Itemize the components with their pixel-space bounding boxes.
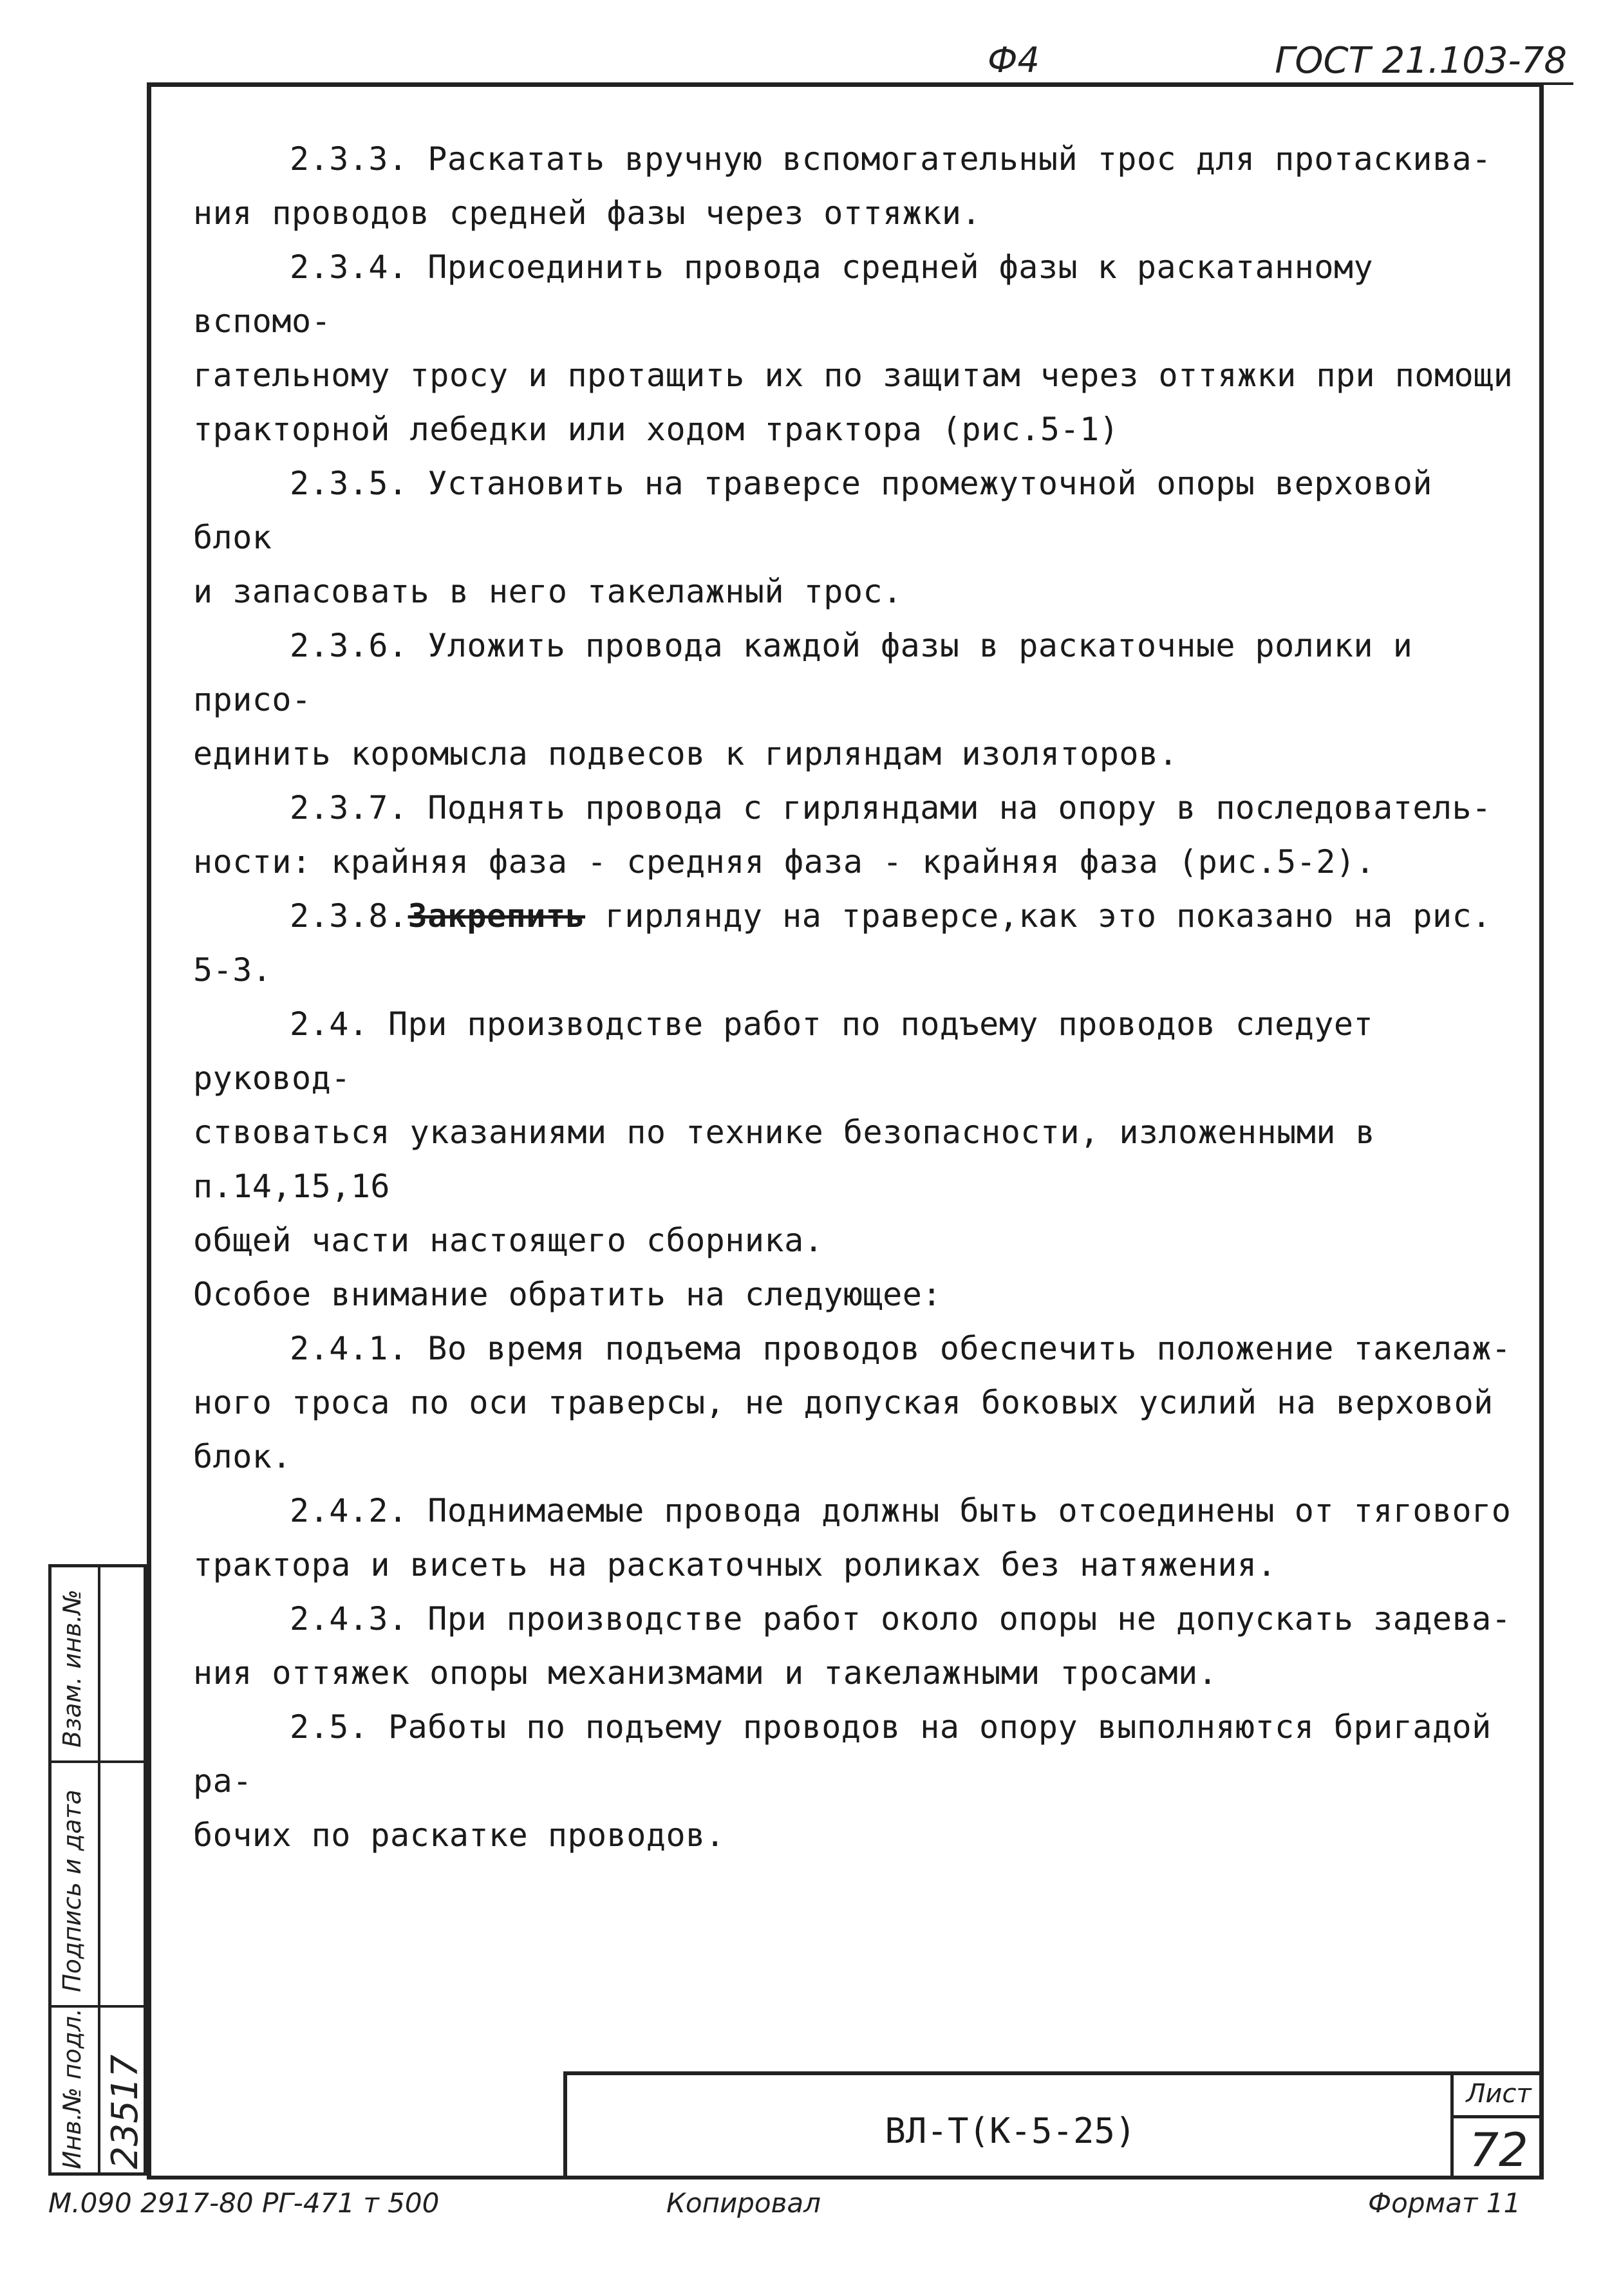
sheet-box	[1450, 2075, 1544, 2179]
inventory-label: Инв.№ подл.	[58, 2008, 86, 2169]
paragraph-2-5: 2.5. Работы по подъему проводов на опору выполняются бригадой ра- бочих по раскатке проводов.	[193, 1708, 1512, 1854]
document-code: ВЛ-Т(К-5-25)	[885, 2111, 1136, 2151]
paragraph-2-3-5: 2.3.5. Установить на траверсе промежуточной опоры верховой блок и запасовать в него такелажный трос.	[193, 465, 1452, 610]
signature-date-label: Подпись и дата	[58, 1789, 86, 1992]
document-body	[193, 132, 1526, 1862]
paragraph-2-3-8: 2.3.8.Закрепить гирлянду на траверсе,как это показано на рис. 5-3.	[193, 897, 1492, 989]
footer-format: Формат 11	[1368, 2187, 1521, 2219]
footer-copied: Копировал	[666, 2187, 821, 2219]
paragraph-attention: Особое внимание обратить на следующее:	[193, 1276, 942, 1313]
standard-code: ГОСТ 21.103-78	[1275, 40, 1567, 82]
footer	[48, 2187, 1548, 2226]
replace-inv-label: Взам. инв.№	[58, 1589, 86, 1748]
side-stamp	[48, 1564, 147, 2176]
inventory-value: 23517	[104, 2054, 146, 2169]
paragraph-2-3-6: 2.3.6. Уложить провода каждой фазы в раскаточные ролики и присо- единить коромысла подвесов к гирляндам изоляторов.	[193, 627, 1432, 772]
footer-left: М.090 2917-80 РГ-471 т 500	[48, 2187, 440, 2219]
paragraph-2-3-7: 2.3.7. Поднять провода с гирляндами на опору в последователь- ности: крайняя фаза - средняя фаза - крайняя фаза (рис.5-2).	[193, 789, 1492, 881]
side-stamp-divider-1	[52, 1760, 144, 1763]
sheet-number: 72	[1469, 2123, 1528, 2177]
title-block	[563, 2071, 1544, 2179]
paragraph-2-4-3: 2.4.3. При производстве работ около опоры не допускать задева- ния оттяжек опоры механизмами и такелажными тросами.	[193, 1600, 1512, 1692]
paragraph-2-4-2: 2.4.2. Поднимаемые провода должны быть отсоединены от тягового трактора и висеть на раскаточных роликах без натяжения.	[193, 1492, 1512, 1583]
paragraph-2-4: 2.4. При производстве работ по подъему проводов следует руковод- ствоваться указаниями по технике безопасности, изложенными в п.14,15,16 общей части настоящего сборника.	[193, 1005, 1395, 1259]
paragraph-2-4-1: 2.4.1. Во время подъема проводов обеспечить положение такелаж- ного троса по оси траверсы, не допуская боковых усилий на верховой блок.	[193, 1330, 1512, 1475]
paragraph-2-3-3: 2.3.3. Раскатать вручную вспомогательный трос для протаскива- ния проводов средней фазы через оттяжки.	[193, 140, 1492, 232]
side-stamp-divider-2	[52, 2005, 144, 2008]
paragraph-2-3-4: 2.3.4. Присоединить провода средней фазы к раскатанному вспомо- гательному тросу и протащить их по защитам через оттяжки при помощи тракторной лебедки или ходом трактора (рис.5-1)	[193, 248, 1514, 448]
form-code: Ф4	[988, 40, 1040, 80]
struck-word: Закрепить	[408, 897, 586, 935]
top-stamp	[988, 40, 1567, 85]
sheet-label: Лист	[1454, 2079, 1544, 2118]
